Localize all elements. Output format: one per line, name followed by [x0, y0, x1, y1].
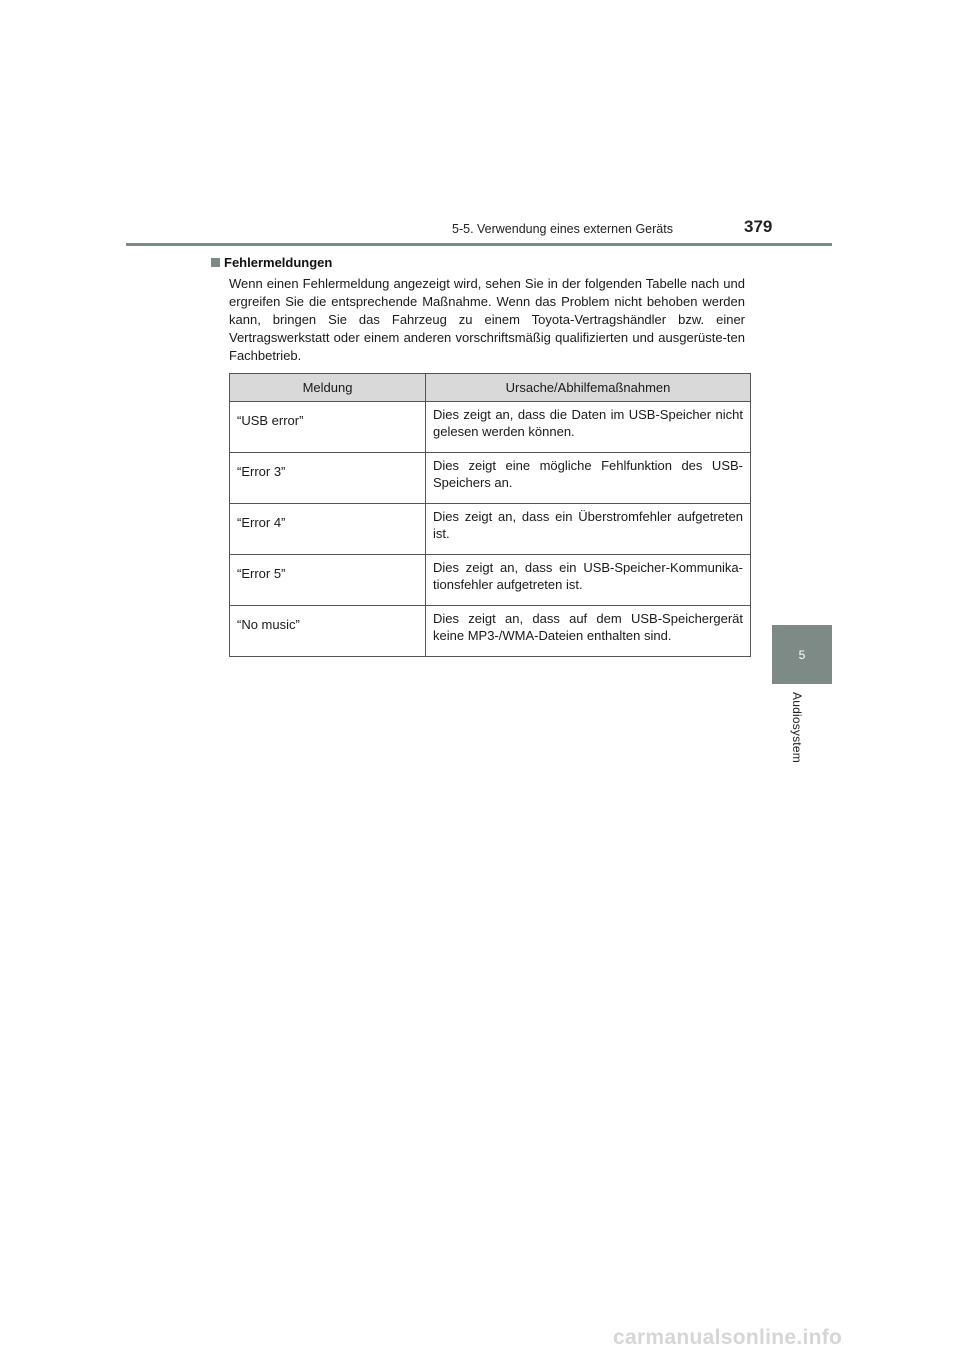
section-title: Fehlermeldungen	[224, 255, 333, 270]
table-row	[230, 504, 751, 555]
chapter-label: Audiosystem	[790, 692, 804, 763]
square-bullet-icon	[211, 258, 220, 267]
column-header-message: Meldung	[230, 374, 426, 402]
chapter-tab	[772, 625, 832, 684]
table-row	[230, 555, 751, 606]
table-header-row	[230, 374, 751, 402]
message-cell: “No music”	[230, 606, 426, 657]
cause-cell: Dies zeigt an, dass ein Überstromfehler aufgetreten ist.	[426, 504, 751, 555]
header-section-title: 5-5. Verwendung eines externen Geräts	[452, 222, 673, 236]
table-row	[230, 606, 751, 657]
cause-cell: Dies zeigt an, dass ein USB-Speicher-Kommunika-tionsfehler aufgetreten ist.	[426, 555, 751, 606]
column-header-cause: Ursache/Abhilfemaßnahmen	[426, 374, 751, 402]
message-cell: “Error 3”	[230, 453, 426, 504]
table-row	[230, 453, 751, 504]
message-cell: “Error 5”	[230, 555, 426, 606]
error-message-table	[229, 373, 751, 657]
intro-paragraph: Wenn einen Fehlermeldung angezeigt wird, sehen Sie in der folgenden Tabelle nach und ergreifen Sie die entsprechende Maßnahme. Wenn das Problem nicht behoben werden kann, bringen Sie das Fahrzeug zu einem Toyota-Vertragshändler bzw. einer Vertragswerkstatt oder einem anderen vorschriftsmäßig qualifizierten und ausgerüste-ten Fachbetrieb.	[229, 276, 745, 363]
section-heading	[211, 255, 332, 270]
cause-cell: Dies zeigt an, dass die Daten im USB-Speicher nicht gelesen werden können.	[426, 402, 751, 453]
cause-cell: Dies zeigt an, dass auf dem USB-Speichergerät keine MP3-/WMA-Dateien enthalten sind.	[426, 606, 751, 657]
header-divider	[126, 243, 832, 246]
message-cell: “Error 4”	[230, 504, 426, 555]
cause-cell: Dies zeigt eine mögliche Fehlfunktion des USB-Speichers an.	[426, 453, 751, 504]
message-cell: “USB error”	[230, 402, 426, 453]
page-number: 379	[744, 217, 773, 236]
chapter-number: 5	[798, 647, 806, 662]
footer-watermark: carmanualsonline.info	[613, 1326, 843, 1349]
table-row	[230, 402, 751, 453]
